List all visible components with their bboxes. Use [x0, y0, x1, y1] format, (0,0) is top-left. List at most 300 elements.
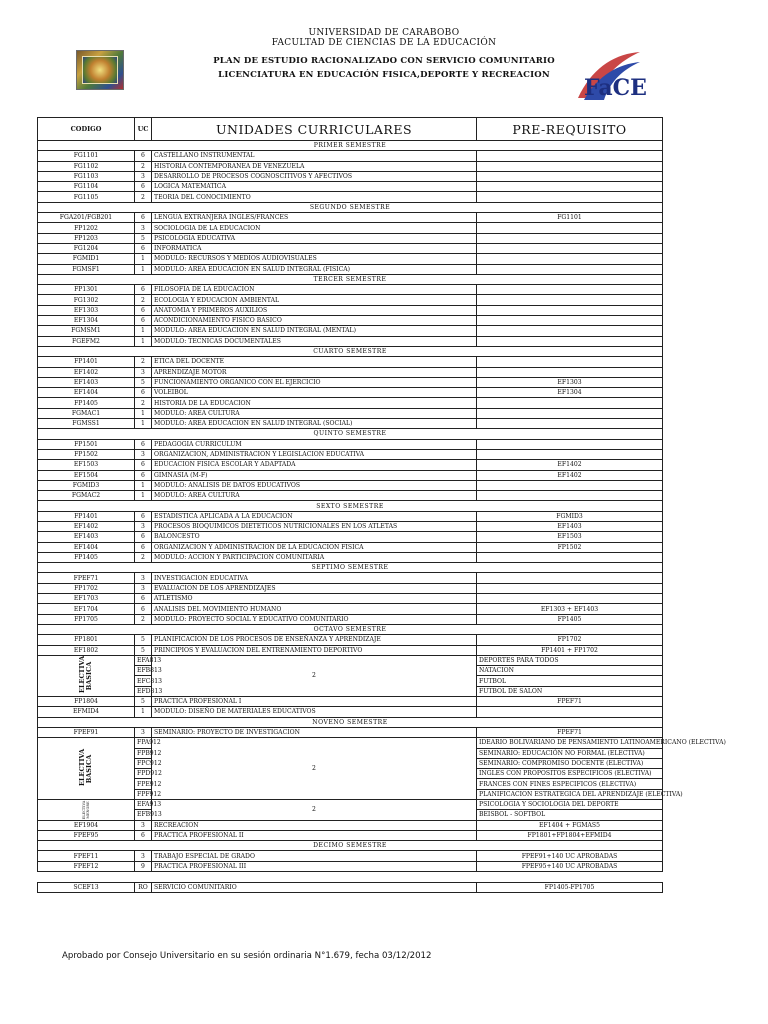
table-row — [38, 192, 663, 202]
course-prereq: FPEF91+140 UC APROBADAS — [477, 851, 663, 861]
elective-group-label — [38, 800, 135, 821]
table-row — [38, 357, 663, 367]
table-row — [38, 583, 663, 593]
course-name: MODULO: AREA CULTURA — [152, 408, 477, 418]
course-prereq — [477, 295, 663, 305]
elective-group-label — [38, 738, 135, 800]
elective-name: PLANIFICACION ESTRATEGICA DEL APRENDIZAJE (ELECTIVA) — [477, 789, 663, 799]
table-row — [38, 285, 663, 295]
course-uc: 2 — [135, 161, 152, 171]
table-row — [38, 367, 663, 377]
semester-title: QUINTO SEMESTRE — [38, 429, 663, 439]
course-prereq: FPEF71 — [477, 727, 663, 737]
course-uc: 3 — [135, 521, 152, 531]
course-prereq — [477, 594, 663, 604]
course-code: FGEFM2 — [38, 336, 135, 346]
semester-title-row — [38, 141, 663, 151]
course-name: SOCIOLOGIA DE LA EDUCACION — [152, 223, 477, 233]
table-row — [38, 295, 663, 305]
course-prereq — [477, 336, 663, 346]
course-code: FGMAC2 — [38, 491, 135, 501]
course-code: FP1202 — [38, 223, 135, 233]
course-prereq — [477, 326, 663, 336]
course-prereq: EF1403 — [477, 521, 663, 531]
course-code: FG1104 — [38, 182, 135, 192]
course-code: FG1102 — [38, 161, 135, 171]
course-prereq — [477, 408, 663, 418]
course-prereq — [477, 367, 663, 377]
faculty-logo — [574, 48, 647, 104]
course-prereq: EF1303 — [477, 377, 663, 387]
course-code: EFMID4 — [38, 707, 135, 717]
course-prereq — [477, 449, 663, 459]
table-row — [38, 223, 663, 233]
course-uc: 6 — [135, 305, 152, 315]
semester-title: SEGUNDO SEMESTRE — [38, 202, 663, 212]
course-name: PRACTICA PROFESIONAL I — [152, 697, 477, 707]
course-uc: 6 — [135, 151, 152, 161]
elective-code: FPB912 — [135, 748, 152, 758]
course-uc: 1 — [135, 491, 152, 501]
elective-code: EFD813 — [135, 686, 152, 696]
course-code: FP1501 — [38, 439, 135, 449]
course-name: MODULO: DISEÑO DE MATERIALES EDUCATIVOS — [152, 707, 477, 717]
course-code: EF1904 — [38, 820, 135, 830]
elective-code: FPD912 — [135, 769, 152, 779]
semester-title: SEXTO SEMESTRE — [38, 501, 663, 511]
faculty-name: FACULTAD DE CIENCIAS DE LA EDUCACIÓN — [271, 38, 497, 48]
table-row — [38, 233, 663, 243]
course-name: DESARROLLO DE PROCESOS COGNOSCITIVOS Y AFECTIVOS — [152, 171, 477, 181]
course-uc: 3 — [135, 583, 152, 593]
course-code: FP1203 — [38, 233, 135, 243]
table-row — [38, 645, 663, 655]
table-row — [38, 439, 663, 449]
elective-name: SEMINARIO: EDUCACIÓN NO FORMAL (ELECTIVA) — [477, 748, 663, 758]
elective-code: EFA913 — [135, 800, 152, 810]
table-row — [38, 727, 663, 737]
course-uc: 3 — [135, 223, 152, 233]
course-name: LOGICA MATEMATICA — [152, 182, 477, 192]
elective-code: EFB813 — [135, 666, 152, 676]
table-row — [38, 542, 663, 552]
course-code: FGMSF1 — [38, 264, 135, 274]
table-row — [38, 470, 663, 480]
course-code: FGMID1 — [38, 254, 135, 264]
course-prereq — [477, 573, 663, 583]
course-uc: 5 — [135, 697, 152, 707]
elective-group-text: ELECTIVA MENORE — [82, 800, 90, 820]
course-name: CASTELLANO INSTRUMENTAL — [152, 151, 477, 161]
course-code: FG1101 — [38, 151, 135, 161]
course-uc: 6 — [135, 460, 152, 470]
table-row — [38, 511, 663, 521]
table-row — [38, 161, 663, 171]
semester-title: DECIMO SEMESTRE — [38, 841, 663, 851]
course-prereq — [477, 182, 663, 192]
elective-name: NATACION — [477, 666, 663, 676]
semester-title-row — [38, 624, 663, 634]
course-prereq: EF1404 + FGMAS5 — [477, 820, 663, 830]
course-name: EVALUACION DE LOS APRENDIZAJES — [152, 583, 477, 593]
course-prereq — [477, 491, 663, 501]
course-code: EF1304 — [38, 316, 135, 326]
course-name: ANATOMIA Y PRIMEROS AUXILIOS — [152, 305, 477, 315]
course-name: TRABAJO ESPECIAL DE GRADO — [152, 851, 477, 861]
course-name: INVESTIGACION EDUCATIVA — [152, 573, 477, 583]
course-name: PRACTICA PROFESIONAL II — [152, 830, 477, 840]
course-code: EF1303 — [38, 305, 135, 315]
course-prereq — [477, 285, 663, 295]
elective-row — [38, 800, 663, 810]
table-row — [38, 213, 663, 223]
table-row — [38, 336, 663, 346]
university-name: UNIVERSIDAD DE CARABOBO — [308, 28, 460, 38]
table-row — [38, 820, 663, 830]
elective-name: FUTBOL DE SALON — [477, 686, 663, 696]
semester-title-row — [38, 429, 663, 439]
course-prereq: FP1502 — [477, 542, 663, 552]
course-prereq: EF1304 — [477, 388, 663, 398]
course-code: FPEF11 — [38, 851, 135, 861]
course-uc: 3 — [135, 367, 152, 377]
elective-code: FPC912 — [135, 758, 152, 768]
course-code: FG1204 — [38, 243, 135, 253]
elective-code: FPF912 — [135, 789, 152, 799]
table-row — [38, 182, 663, 192]
course-name: ETICA DEL DOCENTE — [152, 357, 477, 367]
course-code: FP1301 — [38, 285, 135, 295]
approval-note: Aprobado por Consejo Universitario en su sesión ordinaria N°1.679, fecha 03/12/2012 — [62, 951, 432, 961]
course-prereq: FPEF71 — [477, 697, 663, 707]
course-prereq: FP1401 + FP1702 — [477, 645, 663, 655]
course-prereq — [477, 171, 663, 181]
table-row — [38, 305, 663, 315]
elective-group-text: ELECTIVA BASICA — [78, 748, 93, 786]
course-uc: 6 — [135, 604, 152, 614]
table-row — [38, 460, 663, 470]
course-uc: 2 — [135, 295, 152, 305]
course-uc: 3 — [135, 449, 152, 459]
course-uc: 1 — [135, 264, 152, 274]
curriculum-table — [37, 117, 726, 893]
course-uc: 6 — [135, 182, 152, 192]
course-uc: 6 — [135, 439, 152, 449]
course-name: MODULO: AREA EDUCACION EN SALUD INTEGRAL (FISICA) — [152, 264, 477, 274]
semester-title-row — [38, 841, 663, 851]
table-row — [38, 398, 663, 408]
semester-title-row — [38, 563, 663, 573]
table-row — [38, 614, 663, 624]
table-row — [38, 151, 663, 161]
course-uc: 6 — [135, 213, 152, 223]
header-uc: UC — [135, 118, 152, 141]
degree-title: LICENCIATURA EN EDUCACIÓN FISICA,DEPORTE Y RECREACION — [218, 70, 550, 80]
course-name: MODULO: AREA CULTURA — [152, 491, 477, 501]
course-uc: 3 — [135, 851, 152, 861]
course-uc: 2 — [135, 614, 152, 624]
course-name: LENGUA EXTRANJERA INGLES/FRANCES — [152, 213, 477, 223]
course-code: EF1703 — [38, 594, 135, 604]
course-code: FGMSM1 — [38, 326, 135, 336]
table-row — [38, 697, 663, 707]
course-name: PRACTICA PROFESIONAL III — [152, 861, 477, 871]
course-uc: 6 — [135, 511, 152, 521]
elective-uc: 2 — [152, 800, 477, 821]
course-code: FP1401 — [38, 357, 135, 367]
elective-group-text: ELECTIVA BASICA — [78, 655, 93, 693]
course-code: FGMID3 — [38, 480, 135, 490]
course-name: ATLETISMO — [152, 594, 477, 604]
course-prereq — [477, 439, 663, 449]
course-name: HISTORIA DE LA EDUCACION — [152, 398, 477, 408]
course-name: APRENDIZAJE MOTOR — [152, 367, 477, 377]
course-uc: 1 — [135, 336, 152, 346]
table-row — [38, 532, 663, 542]
course-code: FPEF95 — [38, 830, 135, 840]
table-row — [38, 635, 663, 645]
table-row — [38, 552, 663, 562]
course-name: GIMNASIA (M-F) — [152, 470, 477, 480]
elective-code: FPE912 — [135, 779, 152, 789]
course-prereq: EF1402 — [477, 460, 663, 470]
elective-group-label — [38, 655, 135, 696]
course-code: FPEF71 — [38, 573, 135, 583]
university-logo — [76, 50, 124, 90]
table-row — [38, 377, 663, 387]
course-prereq: EF1402 — [477, 470, 663, 480]
course-uc: 2 — [135, 357, 152, 367]
svg-text:FaCE: FaCE — [584, 75, 647, 101]
course-code: FP1705 — [38, 614, 135, 624]
semester-title-row — [38, 346, 663, 356]
course-code: EF1503 — [38, 460, 135, 470]
elective-name: SEMINARIO: COMPROMISO DOCENTE (ELECTIVA) — [477, 758, 663, 768]
course-prereq: FP1405 — [477, 614, 663, 624]
course-uc: 6 — [135, 594, 152, 604]
course-uc: 2 — [135, 552, 152, 562]
spacer-row — [38, 872, 663, 883]
course-name: MODULO: TECNICAS DOCUMENTALES — [152, 336, 477, 346]
table-row — [38, 851, 663, 861]
elective-code: EFA813 — [135, 655, 152, 665]
course-name: MODULO: RECURSOS Y MEDIOS AUDIOVISUALES — [152, 254, 477, 264]
semester-title-row — [38, 501, 663, 511]
course-prereq — [477, 398, 663, 408]
course-uc: 6 — [135, 470, 152, 480]
course-code: FGMAC1 — [38, 408, 135, 418]
course-uc: 6 — [135, 285, 152, 295]
course-code: FP1405 — [38, 552, 135, 562]
elective-name: IDEARIO BOLIVARIANO DE PENSAMIENTO LATINOAMERICANO (ELECTIVA) — [477, 738, 663, 748]
course-code: FPEF91 — [38, 727, 135, 737]
course-name: HISTORIA CONTEMPORANEA DE VENEZUELA — [152, 161, 477, 171]
course-uc: 6 — [135, 542, 152, 552]
elective-row — [38, 738, 663, 748]
course-prereq — [477, 264, 663, 274]
header-units: UNIDADES CURRICULARES — [152, 118, 477, 141]
semester-title-row — [38, 274, 663, 284]
course-code: FP1405 — [38, 398, 135, 408]
table-row — [38, 573, 663, 583]
course-name: SEMINARIO: PROYECTO DE INVESTIGACION — [152, 727, 477, 737]
course-prereq — [477, 192, 663, 202]
course-code: FGA201/FGB201 — [38, 213, 135, 223]
table-row — [38, 316, 663, 326]
course-uc: 6 — [135, 243, 152, 253]
course-uc: 3 — [135, 171, 152, 181]
course-prereq: FP1702 — [477, 635, 663, 645]
table-row — [38, 449, 663, 459]
course-name: PRINCIPIOS Y EVALUACION DEL ENTRENAMIENTO DEPORTIVO — [152, 645, 477, 655]
course-name: PLANIFICACION DE LOS PROCESOS DE ENSEÑANZA Y APRENDIZAJE — [152, 635, 477, 645]
header-prereq: PRE-REQUISITO — [477, 118, 663, 141]
course-prereq: EF1303 + EF1403 — [477, 604, 663, 614]
plan-title: PLAN DE ESTUDIO RACIONALIZADO CON SERVICIO COMUNITARIO — [213, 56, 555, 66]
course-uc: 6 — [135, 388, 152, 398]
elective-row — [38, 655, 663, 665]
course-uc: 1 — [135, 707, 152, 717]
course-prereq — [477, 233, 663, 243]
semester-title: CUARTO SEMESTRE — [38, 346, 663, 356]
semester-title: OCTAVO SEMESTRE — [38, 624, 663, 634]
course-uc: 5 — [135, 645, 152, 655]
course-uc: 1 — [135, 408, 152, 418]
course-prereq — [477, 419, 663, 429]
course-uc: 6 — [135, 830, 152, 840]
course-name: ORGANIZACION, ADMINISTRACION Y LEGISLACION EDUCATIVA — [152, 449, 477, 459]
elective-code: EFC813 — [135, 676, 152, 686]
course-prereq: FGMID3 — [477, 511, 663, 521]
course-code: EF1404 — [38, 388, 135, 398]
course-prereq — [477, 223, 663, 233]
course-code: FG1302 — [38, 295, 135, 305]
course-prereq: FP1801+FP1804+EFMID4 — [477, 830, 663, 840]
semester-title-row — [38, 202, 663, 212]
elective-name: BEISBOL - SOFTBOL — [477, 810, 663, 820]
course-uc: 6 — [135, 532, 152, 542]
course-name: MODULO: PROYECTO SOCIAL Y EDUCATIVO COMUNITARIO — [152, 614, 477, 624]
course-code: FG1103 — [38, 171, 135, 181]
elective-name: INGLES CON PROPOSITOS ESPECIFICOS (ELECTIVA) — [477, 769, 663, 779]
course-name: MODULO: ACCION Y PARTICIPACION COMUNITARIA — [152, 552, 477, 562]
course-prereq — [477, 254, 663, 264]
elective-uc: 2 — [152, 655, 477, 696]
table-row — [38, 883, 663, 893]
elective-name: DEPORTES PARA TODOS — [477, 655, 663, 665]
course-prereq: FPEF95+140 UC APROBADAS — [477, 861, 663, 871]
course-prereq — [477, 161, 663, 171]
course-code: SCEF13 — [38, 883, 135, 893]
course-code: FGMSS1 — [38, 419, 135, 429]
course-code: FP1804 — [38, 697, 135, 707]
course-code: EF1403 — [38, 532, 135, 542]
table-row — [38, 243, 663, 253]
elective-name: FRANCES CON FINES ESPECIFICOS (ELECTIVA) — [477, 779, 663, 789]
elective-code: EFB913 — [135, 810, 152, 820]
table-row — [38, 326, 663, 336]
course-prereq: FG1101 — [477, 213, 663, 223]
course-uc: RO — [135, 883, 152, 893]
course-code: EF1403 — [38, 377, 135, 387]
course-uc: 3 — [135, 727, 152, 737]
course-name: MODULO: ANALISIS DE DATOS EDUCATIVOS — [152, 480, 477, 490]
course-code: FP1801 — [38, 635, 135, 645]
course-name: EDUCACION FISICA ESCOLAR Y ADAPTADA — [152, 460, 477, 470]
course-code: EF1802 — [38, 645, 135, 655]
course-code: FP1502 — [38, 449, 135, 459]
course-name: ECOLOGIA Y EDUCACION AMBIENTAL — [152, 295, 477, 305]
table-row — [38, 861, 663, 871]
semester-title: PRIMER SEMESTRE — [38, 141, 663, 151]
table-row — [38, 254, 663, 264]
course-code: FPEF12 — [38, 861, 135, 871]
table-row — [38, 707, 663, 717]
table-row — [38, 408, 663, 418]
course-uc: 9 — [135, 861, 152, 871]
course-code: EF1402 — [38, 521, 135, 531]
header-code: CODIGO — [38, 118, 135, 141]
elective-code: FPA912 — [135, 738, 152, 748]
course-name: VOLEIBOL — [152, 388, 477, 398]
course-uc: 3 — [135, 573, 152, 583]
course-name: RECREACION — [152, 820, 477, 830]
course-uc: 1 — [135, 254, 152, 264]
course-name: PEDAGOGIA CURRICULUM — [152, 439, 477, 449]
course-prereq — [477, 583, 663, 593]
elective-name: PSICOLOGIA Y SOCIOLOGIA DEL DEPORTE — [477, 800, 663, 810]
course-name: PSICOLOGIA EDUCATIVA — [152, 233, 477, 243]
course-prereq — [477, 552, 663, 562]
table-row — [38, 521, 663, 531]
course-code: FP1702 — [38, 583, 135, 593]
course-code: EF1504 — [38, 470, 135, 480]
course-name: ESTADISTICA APLICADA A LA EDUCACION — [152, 511, 477, 521]
course-name: FUNCIONAMIENTO ORGANICO CON EL EJERCICIO — [152, 377, 477, 387]
course-code: FP1401 — [38, 511, 135, 521]
semester-title: NOVENO SEMESTRE — [38, 717, 663, 727]
course-prereq — [477, 151, 663, 161]
course-prereq — [477, 357, 663, 367]
course-name: MODULO: AREA EDUCACION EN SALUD INTEGRAL (SOCIAL) — [152, 419, 477, 429]
course-prereq — [477, 316, 663, 326]
semester-title: SEPTIMO SEMESTRE — [38, 563, 663, 573]
course-name: FILOSOFIA DE LA EDUCACION — [152, 285, 477, 295]
table-row — [38, 264, 663, 274]
course-prereq: FP1405-FP1705 — [477, 883, 663, 893]
course-uc: 6 — [135, 316, 152, 326]
course-prereq — [477, 480, 663, 490]
table-row — [38, 491, 663, 501]
course-name: ORGANIZACION Y ADMINISTRACION DE LA EDUCACION FISICA — [152, 542, 477, 552]
course-uc: 1 — [135, 480, 152, 490]
course-name: ACONDICIONAMIENTO FISICO BASICO — [152, 316, 477, 326]
course-prereq: EF1503 — [477, 532, 663, 542]
table-row — [38, 604, 663, 614]
course-name: PROCESOS BIOQUIMICOS DIETETICOS NUTRICIONALES EN LOS ATLETAS — [152, 521, 477, 531]
course-prereq — [477, 243, 663, 253]
course-uc: 1 — [135, 326, 152, 336]
course-name: SERVICIO COMUNITARIO — [152, 883, 477, 893]
course-uc: 5 — [135, 635, 152, 645]
course-name: ANALISIS DEL MOVIMIENTO HUMANO — [152, 604, 477, 614]
elective-name: FUTBOL — [477, 676, 663, 686]
course-code: EF1704 — [38, 604, 135, 614]
course-prereq — [477, 305, 663, 315]
course-name: MODULO: AREA EDUCACION EN SALUD INTEGRAL (MENTAL) — [152, 326, 477, 336]
course-name: TEORIA DEL CONOCIMIENTO — [152, 192, 477, 202]
table-row — [38, 171, 663, 181]
